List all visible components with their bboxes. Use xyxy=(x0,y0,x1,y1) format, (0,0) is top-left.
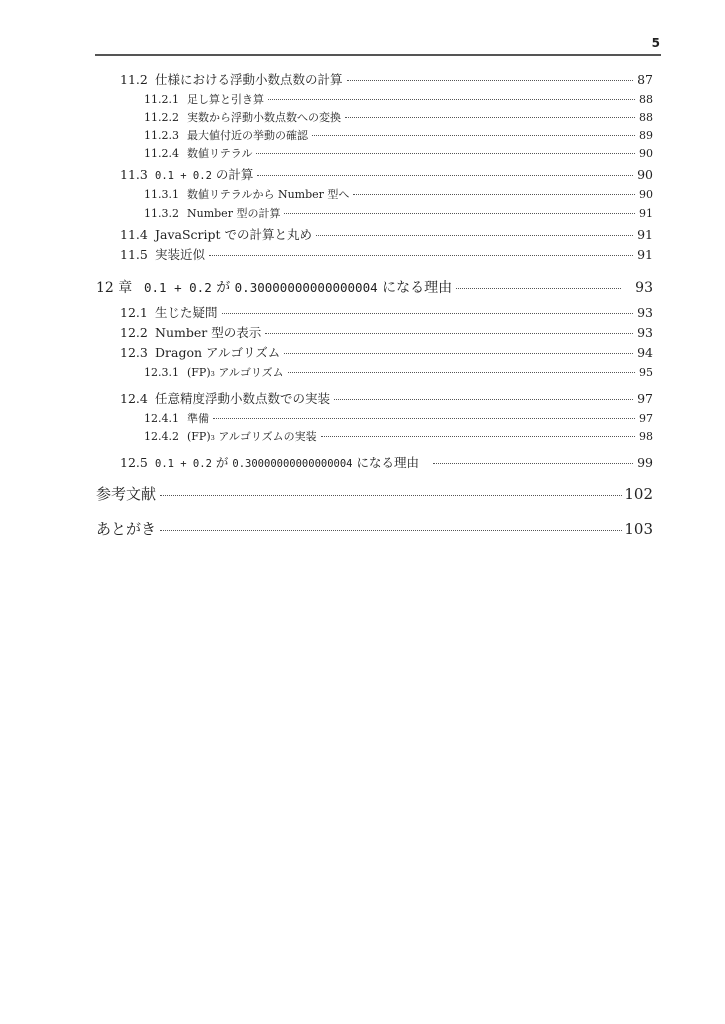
entry-title: になる理由 xyxy=(356,455,419,470)
entry-page: 89 xyxy=(639,129,653,142)
entry-title: JavaScript での計算と丸め xyxy=(155,227,313,242)
toc-entry[interactable] xyxy=(120,343,653,361)
header-rule xyxy=(95,54,661,56)
toc-entry[interactable] xyxy=(144,145,653,161)
entry-page: 91 xyxy=(639,207,653,220)
entry-page: 102 xyxy=(624,485,653,503)
dot-leader xyxy=(334,399,633,400)
dot-leader xyxy=(160,495,622,496)
entry-page: 90 xyxy=(639,147,653,160)
entry-title: 実装近似 xyxy=(155,247,206,262)
entry-number: 12.2 xyxy=(120,325,148,340)
entry-title: 準備 xyxy=(187,412,209,425)
entry-page: 93 xyxy=(637,325,653,340)
entry-title: アルゴリズム xyxy=(218,366,284,379)
entry-title: Number 型の表示 xyxy=(155,325,262,340)
dot-leader xyxy=(312,135,635,136)
toc-chapter[interactable] xyxy=(96,277,653,297)
toc-references[interactable] xyxy=(96,483,653,504)
entry-number: 11.4 xyxy=(120,227,148,242)
superscript: 3 xyxy=(210,434,215,442)
entry-number: 11.3 xyxy=(120,167,148,182)
dot-leader xyxy=(222,313,634,314)
toc-entry[interactable] xyxy=(144,428,653,444)
toc-entry[interactable] xyxy=(144,127,653,143)
entry-page: 91 xyxy=(637,247,653,262)
toc-entry[interactable] xyxy=(144,186,653,202)
entry-number: 11.2.3 xyxy=(144,129,179,142)
entry-page: 90 xyxy=(639,188,653,201)
entry-page: 97 xyxy=(637,391,653,406)
dot-leader xyxy=(257,175,633,176)
entry-page: 87 xyxy=(637,72,653,87)
toc-entry[interactable] xyxy=(144,410,653,426)
toc-entry[interactable] xyxy=(144,364,653,380)
entry-prefix: (FP) xyxy=(187,366,211,379)
dot-leader xyxy=(347,80,634,81)
toc-entry[interactable] xyxy=(144,109,653,125)
entry-title: の計算 xyxy=(215,167,254,182)
entry-page: 99 xyxy=(637,455,653,470)
entry-title: 任意精度浮動小数点数での実装 xyxy=(155,391,331,406)
entry-number: 12.3.1 xyxy=(144,366,179,379)
page-number: 5 xyxy=(651,36,660,50)
dot-leader xyxy=(456,288,621,289)
entry-title: 仕様における浮動小数点数の計算 xyxy=(155,72,343,87)
entry-title: あとがき xyxy=(96,520,157,538)
dot-leader xyxy=(284,213,635,214)
entry-number: 11.5 xyxy=(120,247,148,262)
toc-entry[interactable] xyxy=(120,70,653,88)
entry-number: 12.4.2 xyxy=(144,430,179,443)
entry-number: 11.2.1 xyxy=(144,93,179,106)
toc-entry[interactable] xyxy=(120,165,653,183)
entry-title: 実数から浮動小数点数への変換 xyxy=(187,111,341,124)
toc-entry[interactable] xyxy=(144,91,653,107)
entry-page: 88 xyxy=(639,93,653,106)
entry-title: 生じた疑問 xyxy=(155,305,218,320)
entry-title: 参考文献 xyxy=(96,485,157,503)
dot-leader xyxy=(433,463,633,464)
toc-entry[interactable] xyxy=(144,205,653,221)
entry-title: Dragon アルゴリズム xyxy=(155,345,281,360)
entry-page: 90 xyxy=(637,167,653,182)
entry-number: 12.4.1 xyxy=(144,412,179,425)
entry-number: 12.5 xyxy=(120,455,148,470)
entry-page: 94 xyxy=(637,345,653,360)
dot-leader xyxy=(256,153,635,154)
entry-prefix: (FP) xyxy=(187,430,211,443)
superscript: 3 xyxy=(210,370,215,378)
entry-code: 0.30000000000000004 xyxy=(234,280,378,295)
entry-code: 0.30000000000000004 xyxy=(232,458,353,470)
dot-leader xyxy=(288,372,635,373)
dot-leader xyxy=(353,194,635,195)
entry-page: 91 xyxy=(637,227,653,242)
dot-leader xyxy=(160,530,622,531)
toc-entry[interactable] xyxy=(120,303,653,321)
dot-leader xyxy=(321,436,635,437)
entry-title: アルゴリズムの実装 xyxy=(218,430,317,443)
entry-text: が xyxy=(215,455,229,470)
entry-number: 11.3.2 xyxy=(144,207,179,220)
entry-number: 11.2.2 xyxy=(144,111,179,124)
dot-leader xyxy=(284,353,633,354)
entry-page: 93 xyxy=(637,305,653,320)
entry-title: 足し算と引き算 xyxy=(187,93,264,106)
dot-leader xyxy=(345,117,635,118)
entry-page: 98 xyxy=(639,430,653,443)
entry-title: になる理由 xyxy=(382,280,453,296)
toc-entry[interactable] xyxy=(120,389,653,407)
toc-entry[interactable] xyxy=(120,245,653,263)
entry-code: 0.1 + 0.2 xyxy=(155,458,212,470)
entry-title: 数値リテラルから Number 型へ xyxy=(187,188,350,201)
entry-code: 0.1 + 0.2 xyxy=(144,280,212,295)
entry-title: 最大値付近の挙動の確認 xyxy=(187,129,308,142)
entry-number: 12.3 xyxy=(120,345,148,360)
entry-number: 11.3.1 xyxy=(144,188,179,201)
entry-text: が xyxy=(216,280,231,296)
entry-page: 97 xyxy=(639,412,653,425)
entry-number: 12.1 xyxy=(120,305,148,320)
entry-page: 93 xyxy=(635,280,653,296)
entry-number: 11.2 xyxy=(120,72,148,87)
entry-title: 数値リテラル xyxy=(187,147,253,160)
toc-entry[interactable] xyxy=(120,225,653,243)
entry-page: 103 xyxy=(624,520,653,538)
entry-code: 0.1 + 0.2 xyxy=(155,170,212,182)
entry-number: 11.2.4 xyxy=(144,147,179,160)
entry-page: 88 xyxy=(639,111,653,124)
entry-title: Number 型の計算 xyxy=(187,207,281,220)
toc-entry[interactable] xyxy=(120,323,653,341)
entry-number: 12.4 xyxy=(120,391,148,406)
dot-leader xyxy=(265,333,633,334)
dot-leader xyxy=(209,255,633,256)
entry-page: 95 xyxy=(639,366,653,379)
dot-leader xyxy=(316,235,633,236)
toc-entry[interactable] xyxy=(120,453,653,471)
toc-afterword[interactable] xyxy=(96,518,653,539)
dot-leader xyxy=(268,99,635,100)
chapter-number: 12 章 xyxy=(96,280,133,296)
dot-leader xyxy=(213,418,635,419)
